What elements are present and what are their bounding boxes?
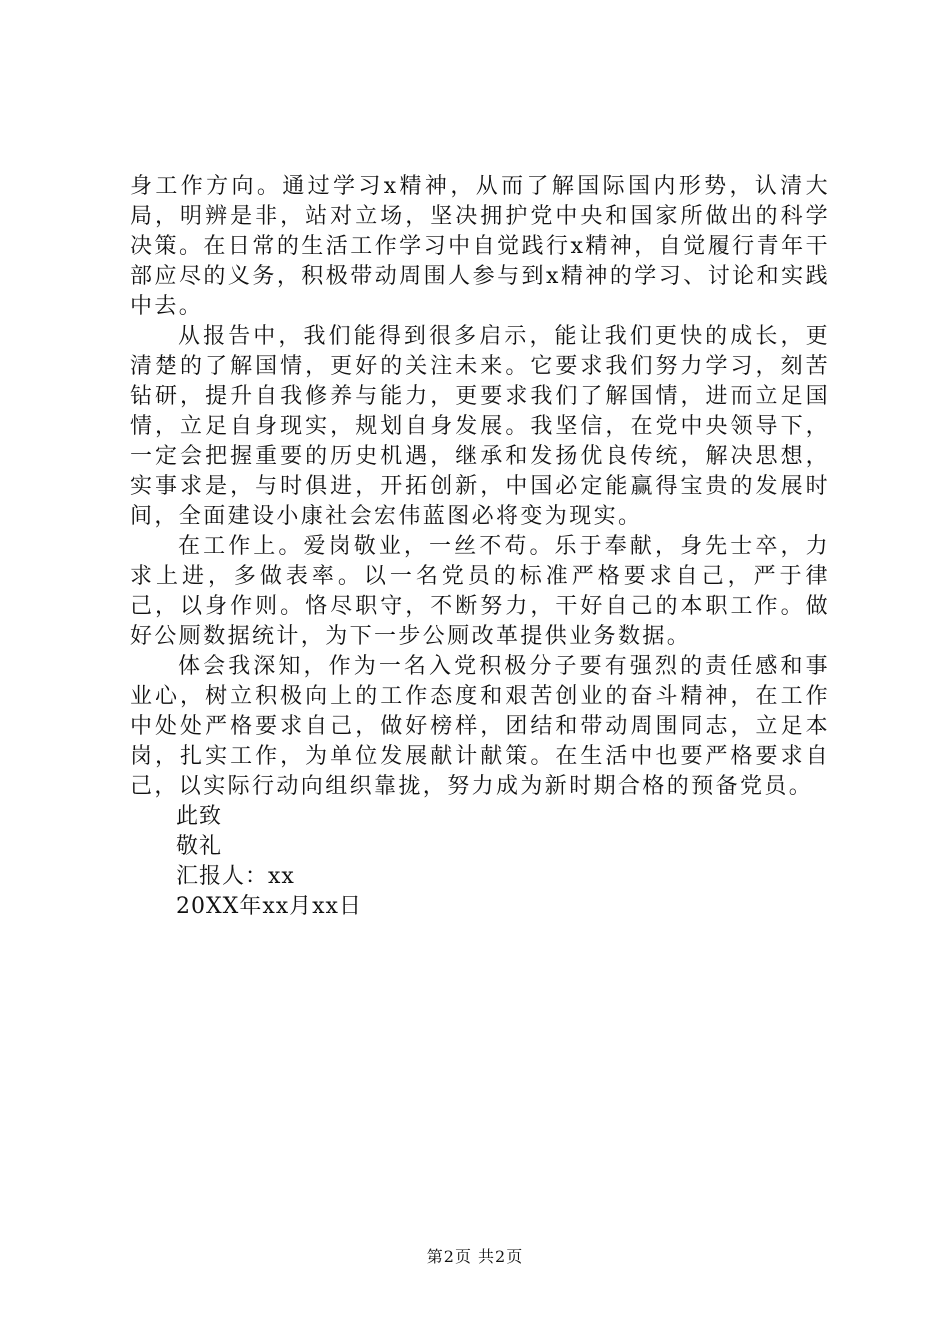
closing-salutation: 此致 [176, 804, 223, 829]
paragraph-4: 体会我深知，作为一名入党积极分子要有强烈的责任感和事业心，树立积极向上的工作态度和艰苦创业的奋斗精神，在工作中处处严格要求自己，做好榜样，团结和带动周围同志，立足本岗，扎实工作，为单位发展献计献策。在生活中也要严格要求自己，以实际行动向组织靠拢，努力成为新时期合格的预备党员。 [130, 654, 830, 799]
paragraph-3: 在工作上。爱岗敬业，一丝不苟。乐于奉献，身先士卒，力求上进，多做表率。以一名党员的标准严格要求自己，严于律己，以身作则。恪尽职守，不断努力，干好自己的本职工作。做好公厕数据统计，为下一步公厕改革提供业务数据。 [130, 534, 830, 649]
paragraph-1: 身工作方向。通过学习x精神，从而了解国际国内形势，认清大局，明辨是非，站对立场，坚决拥护党中央和国家所做出的科学决策。在日常的生活工作学习中自觉践行x精神，自觉履行青年干部应尽的义务，积极带动周围人参与到x精神的学习、讨论和实践中去。 [130, 174, 830, 319]
paragraph-2: 从报告中，我们能得到很多启示，能让我们更快的成长，更清楚的了解国情，更好的关注未来。它要求我们努力学习，刻苦钻研，提升自我修养与能力，更要求我们了解国情，进而立足国情，立足自身现实，规划自身发展。我坚信，在党中央领导下，一定会把握重要的历史机遇，继承和发扬优良传统，解决思想，实事求是，与时俱进，开拓创新，中国必定能赢得宝贵的发展时间，全面建设小康社会宏伟蓝图必将变为现实。 [130, 324, 830, 529]
closing-reporter: 汇报人：xx [176, 864, 295, 889]
closing-date: 20XX年xx月xx日 [176, 894, 362, 919]
closing-regards: 敬礼 [176, 834, 223, 859]
page-footer: 第2页 共2页 [426, 1247, 524, 1266]
document-body [130, 172, 830, 922]
